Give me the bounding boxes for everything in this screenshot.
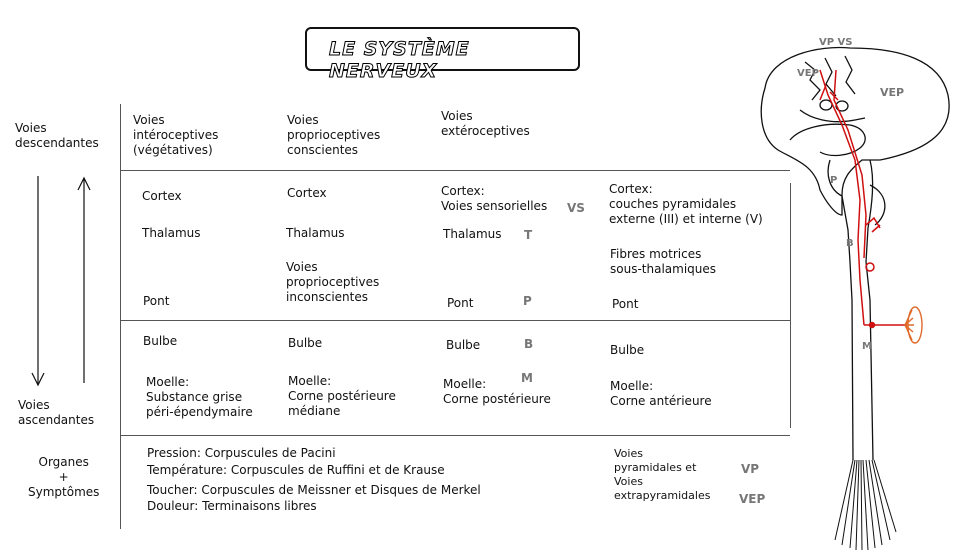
label-organes-symptomes: Organes + Symptômes bbox=[28, 455, 100, 499]
c1-bulbe: Bulbe bbox=[143, 334, 178, 348]
c3-pont: Pont bbox=[447, 296, 474, 310]
c3-m-label: M bbox=[521, 371, 533, 385]
vep-label: VEP bbox=[739, 492, 766, 506]
page-title: LE SYSTÈME NERVEUX bbox=[329, 38, 470, 82]
c2-moelle: Moelle: Corne postérieure médiane bbox=[288, 374, 396, 418]
c3-p-label: P bbox=[523, 294, 532, 308]
header-voies-proprioceptives-conscientes: Voies proprioceptives conscientes bbox=[287, 113, 381, 157]
c3-cortex: Cortex: Voies sensorielles bbox=[441, 184, 548, 213]
table-right-border bbox=[790, 183, 791, 428]
descending-arrow bbox=[32, 176, 44, 385]
pression-text: Pression: Corpuscules de Pacini bbox=[147, 446, 336, 460]
diagram-b-label: B bbox=[846, 238, 854, 249]
c1-moelle: Moelle: Substance grise péri-épendymaire bbox=[146, 375, 253, 419]
row-divider-2 bbox=[120, 320, 790, 321]
c2-bulbe: Bulbe bbox=[288, 336, 323, 350]
label-voies-ascendantes: Voies ascendantes bbox=[18, 398, 95, 427]
ascending-arrow bbox=[78, 178, 90, 383]
c4-pont: Pont bbox=[612, 297, 639, 311]
c1-thalamus: Thalamus bbox=[142, 226, 201, 240]
label-voies-descendantes: Voies descendantes bbox=[15, 121, 99, 150]
vp-label: VP bbox=[741, 462, 760, 476]
muscle-effector bbox=[905, 307, 922, 343]
c3-moelle: Moelle: Corne postérieure bbox=[443, 377, 551, 406]
c2-thalamus: Thalamus bbox=[286, 226, 345, 240]
c4-bulbe: Bulbe bbox=[610, 343, 645, 357]
toucher-text: Toucher: Corpuscules de Meissner et Disques de Merkel bbox=[147, 483, 481, 497]
douleur-text: Douleur: Terminaisons libres bbox=[147, 499, 317, 513]
header-voies-interoceptives: Voies intéroceptives (végétatives) bbox=[133, 113, 219, 157]
c4-cortex: Cortex: couches pyramidales externe (III) et interne (V) bbox=[609, 182, 763, 226]
diagram-vp-vs-label: VP VS bbox=[819, 37, 853, 48]
c3-vs-label: VS bbox=[567, 201, 585, 215]
c4-fibres-motrices: Fibres motrices sous-thalamiques bbox=[610, 247, 717, 276]
motor-pathway bbox=[820, 70, 905, 328]
header-voies-exteroceptives: Voies extéroceptives bbox=[441, 109, 530, 138]
diagram-p-label: P bbox=[830, 175, 838, 186]
c3-thalamus: Thalamus bbox=[443, 227, 502, 241]
table-left-border bbox=[120, 104, 121, 529]
c4-moelle: Moelle: Corne antérieure bbox=[610, 379, 712, 408]
diagram-vep-small-label: VEP bbox=[797, 68, 819, 79]
row-divider-1 bbox=[120, 170, 790, 171]
c1-cortex: Cortex bbox=[142, 189, 182, 203]
diagram-vep-large-label: VEP bbox=[880, 86, 905, 99]
voies-pyramidales-extrapyramidales: Voies pyramidales et Voies extrapyramidales bbox=[614, 447, 711, 502]
c3-bulbe: Bulbe bbox=[446, 338, 481, 352]
c3-b-label: B bbox=[524, 337, 534, 351]
c3-t-label: T bbox=[524, 228, 533, 242]
c2-voies-proprioceptives-inconscientes: Voies proprioceptives inconscientes bbox=[286, 260, 380, 304]
cauda-equina bbox=[835, 460, 896, 550]
row-divider-3 bbox=[120, 435, 790, 436]
temperature-text: Température: Corpuscules de Ruffini et de Krause bbox=[147, 463, 445, 477]
c1-pont: Pont bbox=[143, 294, 170, 308]
diagram-m-label: M bbox=[862, 341, 872, 352]
c2-cortex: Cortex bbox=[287, 186, 327, 200]
